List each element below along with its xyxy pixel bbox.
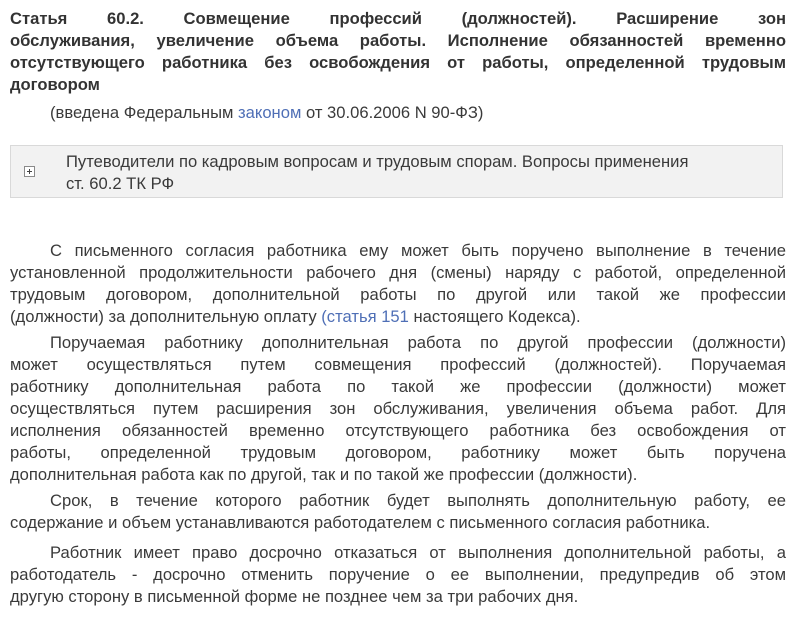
note-text-before: (введена Федеральным xyxy=(50,103,239,122)
text-line: трудовым договором, дополнительной работы по другой или такой же профессии xyxy=(10,285,786,304)
guide-line: Путеводители по кадровым вопросам и трудовым спорам. Вопросы применения xyxy=(66,152,689,171)
text-line: работы, определенной трудовым договором, работнику может быть поручена xyxy=(10,443,786,462)
text-line: осуществляться путем расширения зон обслуживания, увеличения объема работ. Для xyxy=(10,399,786,418)
article-heading xyxy=(10,8,786,96)
paragraph-2 xyxy=(10,332,786,486)
paragraph-3 xyxy=(10,490,786,534)
text-line: исполнения обязанностей временно отсутствующего работника без освобождения от xyxy=(10,421,786,440)
text-line: Работник имеет право досрочно отказаться от выполнения дополнительной работы, а xyxy=(50,543,786,562)
text-before-link: (должности) за дополнительную оплату xyxy=(10,307,322,326)
text-line: установленной продолжительности рабочего дня (смены) наряду с работой, определенной xyxy=(10,263,786,282)
text-line xyxy=(10,306,786,328)
paragraph-1 xyxy=(10,240,786,328)
heading-line: договором xyxy=(10,75,100,94)
expand-plus-icon[interactable] xyxy=(24,166,35,177)
text-line: содержание и объем устанавливаются работодателем с письменного согласия работника. xyxy=(10,513,711,532)
article-151-link[interactable]: (статья 151 xyxy=(321,307,409,326)
text-line: Срок, в течение которого работник будет выполнять дополнительную работу, ее xyxy=(50,491,786,510)
text-line: Поручаемая работнику дополнительная работа по другой профессии (должности) xyxy=(50,333,786,352)
text-line: работодатель - досрочно отменить поручение о ее выполнении, предупредив об этом xyxy=(10,565,786,584)
text-line: работнику дополнительная работа по такой же профессии (должности) может xyxy=(10,377,786,396)
amendment-note xyxy=(50,102,483,124)
text-line: может осуществляться путем совмещения профессий (должностей). Поручаемая xyxy=(10,355,786,374)
guide-line: ст. 60.2 ТК РФ xyxy=(66,174,175,193)
paragraph-4 xyxy=(10,542,786,608)
heading-line: отсутствующего работника без освобождения от работы, определенной трудовым xyxy=(10,53,786,72)
heading-line: Статья 60.2. Совмещение профессий (должностей). Расширение зон xyxy=(10,9,786,28)
heading-line: обслуживания, увеличение объема работы. Исполнение обязанностей временно xyxy=(10,31,786,50)
text-after-link: настоящего Кодекса). xyxy=(408,307,581,326)
text-line: дополнительная работа как по другой, так и по такой же профессии (должности). xyxy=(10,465,638,484)
law-link[interactable]: законом xyxy=(238,103,302,122)
guide-panel[interactable] xyxy=(10,145,783,198)
text-line: С письменного согласия работника ему может быть поручено выполнение в течение xyxy=(50,241,786,260)
guide-text[interactable] xyxy=(66,151,766,195)
text-line: другую сторону в письменной форме не позднее чем за три рабочих дня. xyxy=(10,587,579,606)
note-text-after: от 30.06.2006 N 90-ФЗ) xyxy=(301,103,484,122)
